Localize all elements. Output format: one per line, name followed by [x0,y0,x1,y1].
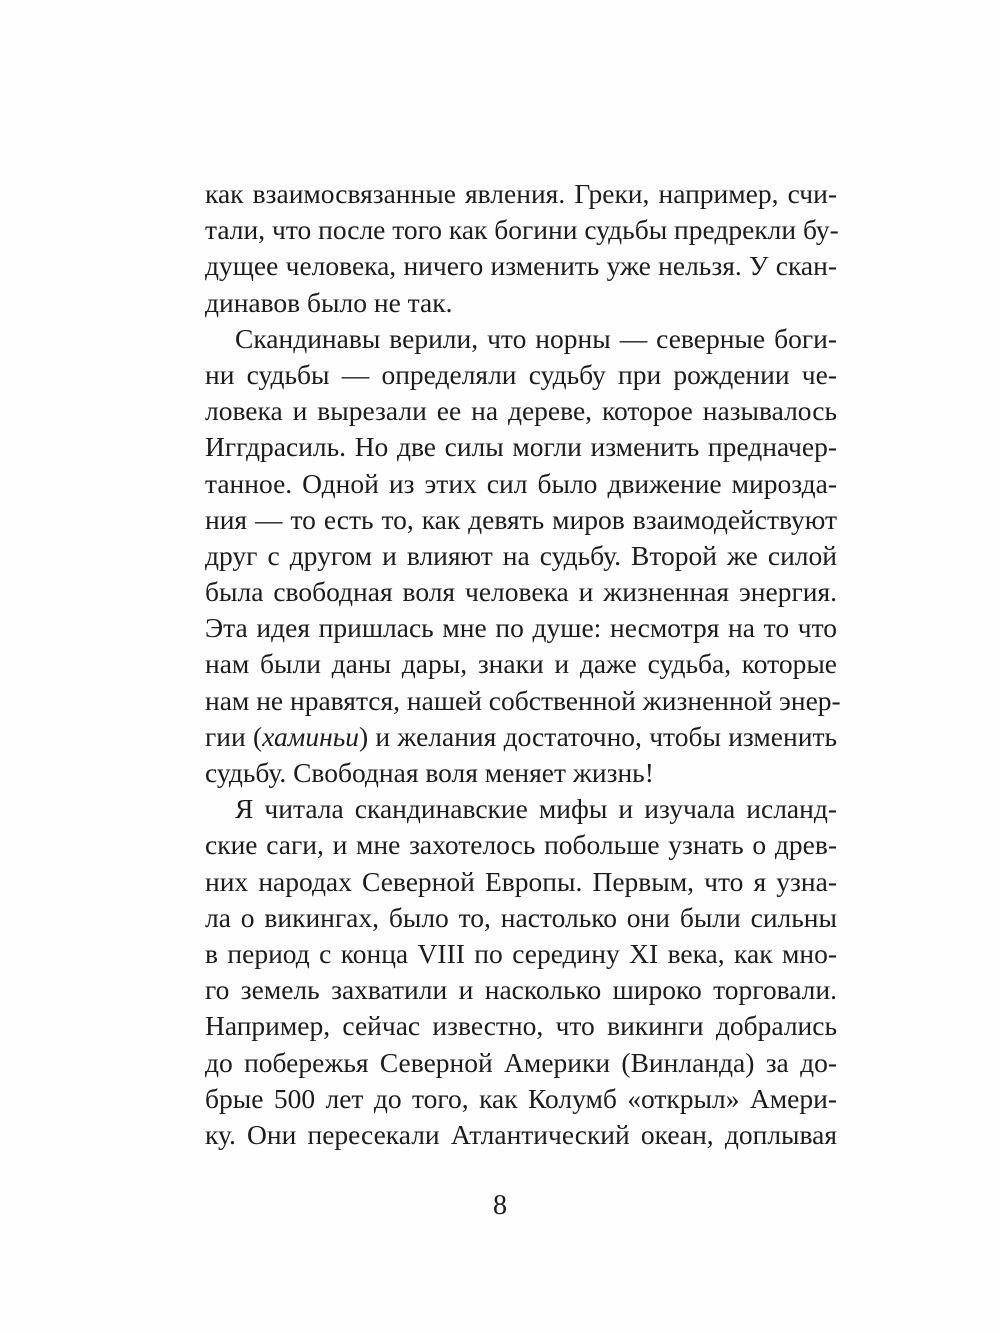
text-line: как взаимосвязанные явления. Греки, например, счи- [205,178,837,209]
text-line: в период с конца VIII по середину XI века, как мно- [205,937,837,969]
text-line: нам не нравятся, нашей собственной жизненной энер- [205,684,841,716]
text-line: Скандинавы верили, что норны — северные боги- [235,322,837,354]
page-number: 8 [493,1190,507,1221]
text-line: ла о викингах, было то, настолько они были сильны [205,901,837,933]
text-line: брые 500 лет до того, как Колумб «открыл» Амери- [205,1082,837,1114]
text-line: го земель захватили и насколько широко торговали. [205,974,837,1006]
text-line: была свободная воля человека и жизненная энергия. [205,576,837,608]
text-line: Эта идея пришлась мне по душе: несмотря на то что [205,612,837,644]
italic-term: хаминьи [262,720,359,752]
text-line: динавов было не так. [205,286,453,318]
text-line: до побережья Северной Америки (Винланда) за до- [205,1046,837,1078]
text-line: Например, сейчас известно, что викинги добрались [205,1010,837,1042]
text-line: нам были даны дары, знаки и даже судьба, которые [205,648,837,680]
text-line: них народах Северной Европы. Первым, что я узна- [205,865,837,897]
text-line: дущее человека, ничего изменить уже нельзя. У скан- [205,250,837,282]
text-line: ку. Они пересекали Атлантический океан, доплывая [205,1118,837,1150]
body-text [205,176,841,1153]
text-line: танное. Одной из этих сил было движение мироздa- [205,467,837,499]
text-line: ские саги, и мне захотелось побольше узнать о древ- [205,829,837,861]
text-line: друг с другом и влияют на судьбу. Второй же силой [205,539,837,571]
text-line: Иггдрасиль. Но две силы могли изменить предначер- [205,431,837,463]
text-fragment: гии ( [205,720,263,752]
text-fragment: ) и желания достаточно, чтобы изменить [358,720,838,752]
text-line: Я читала скандинавские мифы и изучала исланд- [235,793,837,825]
text-line: судьбу. Свободная воля меняет жизнь! [205,757,654,788]
text-line: тали, что после того как богини судьбы предрекли бу- [205,214,839,246]
text-line-italic [205,719,837,755]
text-line: ловека и вырезали ее на дереве, которое называлось [205,395,837,427]
text-line: ни судьбы — определяли судьбу при рождении че- [205,358,837,390]
text-line: ния — то есть то, как девять миров взаимодействуют [205,503,837,535]
